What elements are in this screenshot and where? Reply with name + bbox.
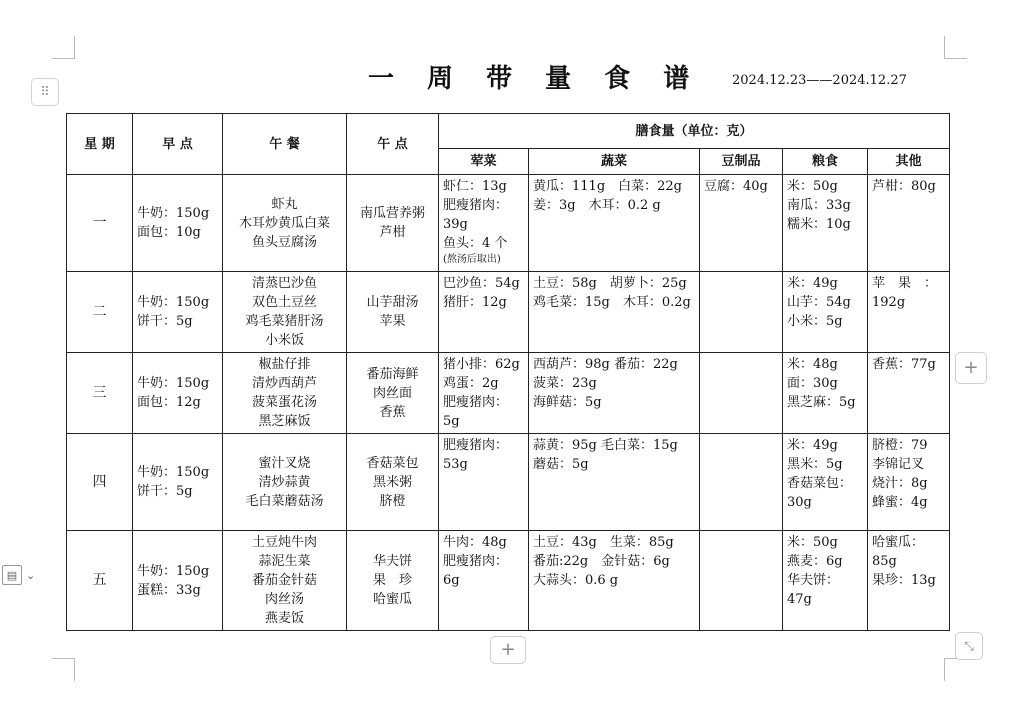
cell-grain-line: 米：48g bbox=[787, 357, 838, 372]
cell-grain-line: 面：30g bbox=[787, 376, 838, 391]
cell-meat-line: 猪肝：12g bbox=[443, 295, 507, 310]
cell-grain-line: 米：50g bbox=[787, 179, 838, 194]
cell-breakfast-line: 牛奶：150g bbox=[137, 376, 210, 391]
cell-veg-line: 蒜黄：95g 毛白菜：15g bbox=[533, 438, 678, 453]
cell-snack[interactable] bbox=[347, 353, 439, 434]
add-row-button[interactable] bbox=[490, 636, 526, 664]
cell-veg-line: 蘑菇：5g bbox=[533, 457, 589, 472]
cell-snack[interactable] bbox=[347, 175, 439, 272]
cell-meat-line: 牛肉：48g bbox=[443, 535, 507, 550]
chevron-down-icon: ⌄ bbox=[26, 568, 36, 582]
cell-lunch-line: 椒盐仔排 bbox=[258, 357, 311, 372]
cell-breakfast[interactable] bbox=[133, 272, 223, 353]
cell-breakfast-line: 蛋糕：33g bbox=[137, 582, 201, 598]
cell-meat-line: 肥瘦猪肉： bbox=[443, 554, 509, 569]
cell-veg-line: 土豆：43g 生菜：85g bbox=[533, 535, 674, 550]
cell-soy[interactable] bbox=[700, 434, 783, 531]
cell-other-line: 苹 果 ： bbox=[872, 276, 938, 291]
table-row bbox=[67, 272, 950, 353]
cell-grain-line: 米：49g bbox=[787, 276, 838, 291]
cell-grain-line: 米：50g bbox=[787, 535, 838, 550]
cell-veg[interactable] bbox=[529, 175, 700, 272]
cell-veg-line: 海鲜菇：5g bbox=[533, 395, 602, 410]
cell-meat[interactable] bbox=[439, 175, 529, 272]
cell-meat-note: (熬汤后取出) bbox=[443, 254, 501, 265]
cell-breakfast[interactable] bbox=[133, 531, 223, 631]
cell-lunch-line: 清炒西葫芦 bbox=[251, 376, 317, 391]
cell-lunch-line: 清炒蒜黄 bbox=[258, 474, 311, 490]
cell-veg-line: 菠菜：23g bbox=[533, 376, 597, 391]
cell-grain-line: 山芋：54g bbox=[787, 295, 851, 310]
cell-meat-line: 鱼头：4 个 bbox=[443, 236, 508, 251]
header-other: 其他 bbox=[868, 149, 950, 175]
cell-veg[interactable] bbox=[529, 434, 700, 531]
cell-breakfast-line: 牛奶：150g bbox=[137, 563, 210, 579]
cell-lunch[interactable] bbox=[223, 434, 347, 531]
table-icon: ▤ bbox=[2, 565, 22, 585]
cell-lunch-line: 虾丸 bbox=[271, 196, 298, 212]
cell-veg-line: 姜：3g 木耳：0.2 g bbox=[533, 198, 661, 213]
cell-meat-line: 鸡蛋：2g bbox=[443, 376, 499, 391]
cell-grain[interactable] bbox=[783, 272, 868, 353]
cell-lunch[interactable] bbox=[223, 175, 347, 272]
cell-other-line: 果珍：13g bbox=[872, 573, 936, 588]
cell-lunch-line: 蒜泥生菜 bbox=[258, 554, 311, 569]
cell-other-line: 芦柑：80g bbox=[872, 179, 936, 194]
cell-other-line: 香蕉：77g bbox=[872, 357, 936, 372]
cell-grain-line: 香菇菜包： bbox=[787, 476, 853, 491]
cell-other[interactable] bbox=[868, 353, 950, 434]
header-soy: 豆制品 bbox=[700, 149, 783, 175]
cell-soy[interactable] bbox=[700, 175, 783, 272]
cell-meat-line: 肥瘦猪肉： bbox=[443, 198, 509, 213]
table-tool-menu[interactable] bbox=[2, 562, 44, 588]
cell-lunch-line: 肉丝汤 bbox=[264, 592, 304, 607]
cell-lunch[interactable] bbox=[223, 272, 347, 353]
cell-lunch-line: 清蒸巴沙鱼 bbox=[251, 276, 317, 291]
cell-lunch-line: 木耳炒黄瓜白菜 bbox=[238, 215, 330, 231]
cell-veg-line: 西葫芦：98g 番茄：22g bbox=[533, 357, 678, 372]
cell-grain-line: 小米：5g bbox=[787, 314, 843, 329]
cell-breakfast[interactable] bbox=[133, 353, 223, 434]
menu-table bbox=[66, 113, 950, 631]
date-range: 2024.12.23——2024.12.27 bbox=[732, 73, 907, 88]
cell-lunch-line: 蜜汁叉烧 bbox=[258, 455, 311, 471]
cell-snack[interactable] bbox=[347, 272, 439, 353]
cell-snack-line: 山芋甜汤 bbox=[366, 295, 419, 310]
cell-meat-line: 肥瘦猪肉： bbox=[443, 395, 509, 410]
cell-grain-line: 黑米：5g bbox=[787, 457, 843, 472]
page-corner-mark bbox=[944, 658, 967, 681]
cell-other-line: 85g bbox=[872, 554, 897, 569]
cell-day[interactable]: 五 bbox=[67, 531, 133, 631]
cell-snack-line: 苹果 bbox=[379, 314, 406, 329]
cell-other[interactable] bbox=[868, 175, 950, 272]
cell-other-line: 蜂蜜：4g bbox=[872, 495, 928, 510]
cell-snack-line: 南瓜营养粥 bbox=[359, 206, 425, 221]
plus-icon: + bbox=[500, 639, 516, 660]
cell-lunch-line: 鱼头豆腐汤 bbox=[251, 234, 317, 250]
cell-lunch-line: 双色土豆丝 bbox=[251, 295, 317, 310]
cell-lunch-line: 土豆炖牛肉 bbox=[251, 535, 317, 550]
cell-grain-line: 燕麦：6g bbox=[787, 554, 843, 569]
cell-other-line: 脐橙：79 bbox=[872, 438, 928, 453]
cell-meat-line: 5g bbox=[443, 414, 460, 429]
cell-veg[interactable] bbox=[529, 531, 700, 631]
header-lunch: 午 餐 bbox=[223, 114, 347, 175]
cell-grain-line: 30g bbox=[787, 495, 812, 510]
cell-meat[interactable] bbox=[439, 531, 529, 631]
cell-grain-line: 华夫饼： bbox=[787, 573, 840, 588]
cell-snack-line: 脐橙 bbox=[379, 493, 406, 509]
cell-lunch-line: 番茄金针菇 bbox=[251, 573, 317, 588]
cell-meat-line: 巴沙鱼：54g bbox=[443, 276, 520, 291]
cell-grain-line: 黑芝麻：5g bbox=[787, 395, 856, 410]
header-breakfast: 早 点 bbox=[133, 114, 223, 175]
cell-snack-line: 哈蜜瓜 bbox=[372, 592, 412, 607]
cell-snack-line: 香菇菜包 bbox=[366, 455, 419, 471]
cell-snack-line: 芦柑 bbox=[379, 225, 406, 240]
cell-breakfast[interactable] bbox=[133, 434, 223, 531]
cell-grain[interactable] bbox=[783, 175, 868, 272]
page-title: 一 周 带 量 食 谱 bbox=[368, 64, 702, 94]
cell-lunch-line: 黑芝麻饭 bbox=[258, 414, 311, 429]
cell-grain-line: 糯米：10g bbox=[787, 217, 851, 232]
drag-handle-icon[interactable]: ⠿ bbox=[31, 78, 59, 106]
cell-veg-line: 黄瓜：111g 白菜：22g bbox=[533, 179, 682, 194]
cell-snack-line: 香蕉 bbox=[379, 404, 406, 420]
cell-lunch-line: 小米饭 bbox=[264, 333, 304, 348]
cell-day[interactable]: 二 bbox=[67, 272, 133, 353]
header-veg: 蔬菜 bbox=[529, 149, 700, 175]
cell-meat-line: 39g bbox=[443, 217, 468, 232]
cell-snack-line: 番茄海鲜 bbox=[366, 366, 419, 382]
cell-lunch-line: 菠菜蛋花汤 bbox=[251, 395, 317, 410]
cell-grain-line: 47g bbox=[787, 592, 812, 607]
cell-snack-line: 华夫饼 bbox=[372, 554, 412, 569]
table-row bbox=[67, 353, 950, 434]
cell-breakfast-line: 面包：12g bbox=[137, 395, 201, 410]
cell-meat-line: 肥瘦猪肉： bbox=[443, 438, 509, 453]
plus-icon: + bbox=[963, 357, 979, 378]
cell-day[interactable]: 三 bbox=[67, 353, 133, 434]
cell-veg-line: 番茄:22g 金针菇：6g bbox=[533, 554, 670, 569]
cell-soy[interactable] bbox=[700, 272, 783, 353]
cell-meat-line: 6g bbox=[443, 573, 460, 588]
cell-grain[interactable] bbox=[783, 434, 868, 531]
cell-meat-line: 猪小排：62g bbox=[443, 357, 520, 372]
cell-meat[interactable] bbox=[439, 272, 529, 353]
table-row bbox=[67, 175, 950, 272]
cell-day[interactable]: 四 bbox=[67, 434, 133, 531]
cell-lunch-line: 鸡毛菜猪肝汤 bbox=[245, 314, 324, 329]
cell-veg-line: 土豆：58g 胡萝卜：25g bbox=[533, 276, 687, 291]
cell-snack-line: 果 珍 bbox=[372, 573, 412, 588]
cell-grain-line: 米：49g bbox=[787, 438, 838, 453]
cell-meat[interactable] bbox=[439, 434, 529, 531]
cell-soy[interactable] bbox=[700, 531, 783, 631]
cell-breakfast-line: 牛奶：150g bbox=[137, 465, 210, 480]
cell-soy[interactable] bbox=[700, 353, 783, 434]
cell-breakfast[interactable] bbox=[133, 175, 223, 272]
cell-breakfast-line: 饼干：5g bbox=[137, 314, 193, 329]
page-corner-mark bbox=[52, 36, 75, 59]
cell-lunch[interactable] bbox=[223, 353, 347, 434]
header-meat: 荤菜 bbox=[439, 149, 529, 175]
page-corner-mark bbox=[52, 658, 75, 681]
cell-lunch-line: 毛白菜蘑菇汤 bbox=[245, 493, 324, 509]
cell-meat-line: 虾仁：13g bbox=[443, 179, 507, 194]
cell-grain[interactable] bbox=[783, 531, 868, 631]
cell-breakfast-line: 面包：10g bbox=[137, 225, 201, 240]
cell-other-line: 烧汁：8g bbox=[872, 476, 928, 491]
add-column-button[interactable] bbox=[955, 352, 987, 384]
table-resize-icon[interactable]: ⤡ bbox=[955, 632, 983, 660]
header-day: 星 期 bbox=[67, 114, 133, 175]
cell-lunch[interactable] bbox=[223, 531, 347, 631]
cell-veg-line: 大蒜头：0.6 g bbox=[533, 573, 619, 588]
cell-other-line: 哈蜜瓜： bbox=[872, 535, 925, 550]
table-row bbox=[67, 531, 950, 631]
cell-grain[interactable] bbox=[783, 353, 868, 434]
cell-other[interactable] bbox=[868, 272, 950, 353]
header-snack: 午 点 bbox=[347, 114, 439, 175]
cell-snack-line: 黑米粥 bbox=[372, 474, 412, 490]
cell-veg[interactable] bbox=[529, 353, 700, 434]
cell-breakfast-line: 牛奶：150g bbox=[137, 295, 210, 310]
cell-breakfast-line: 牛奶：150g bbox=[137, 206, 210, 221]
cell-veg[interactable] bbox=[529, 272, 700, 353]
header-grain: 粮食 bbox=[783, 149, 868, 175]
cell-snack-line: 肉丝面 bbox=[372, 385, 412, 401]
cell-meat[interactable] bbox=[439, 353, 529, 434]
cell-veg-line: 鸡毛菜：15g 木耳：0.2g bbox=[533, 295, 691, 310]
cell-other-line: 192g bbox=[872, 295, 906, 310]
cell-grain-line: 南瓜：33g bbox=[787, 198, 851, 213]
cell-soy-line: 豆腐：40g bbox=[704, 179, 768, 194]
cell-other-line: 李锦记叉 bbox=[872, 457, 925, 472]
header-meal-amount: 膳食量（单位：克） bbox=[439, 114, 950, 149]
cell-meat-line: 53g bbox=[443, 457, 468, 472]
cell-other[interactable] bbox=[868, 434, 950, 531]
page-corner-mark bbox=[944, 36, 967, 59]
cell-day[interactable]: 一 bbox=[67, 175, 133, 272]
cell-breakfast-line: 饼干：5g bbox=[137, 484, 193, 499]
table-row bbox=[67, 434, 950, 531]
cell-snack[interactable] bbox=[347, 434, 439, 531]
cell-other[interactable] bbox=[868, 531, 950, 631]
cell-lunch-line: 燕麦饭 bbox=[264, 611, 304, 626]
cell-snack[interactable] bbox=[347, 531, 439, 631]
